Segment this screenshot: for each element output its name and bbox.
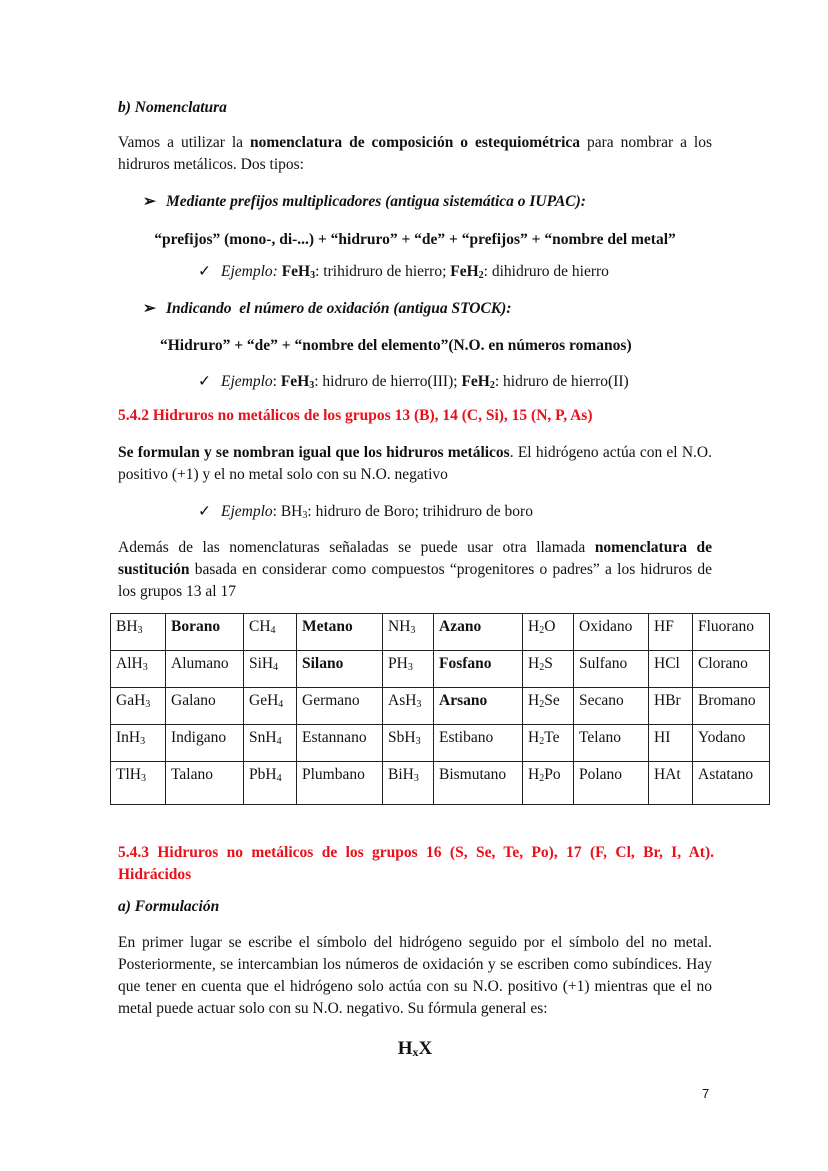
page-number: 7 <box>702 1086 710 1101</box>
formula-part: InH <box>116 729 141 746</box>
subscript: 4 <box>270 625 276 636</box>
example-label: Ejemplo: <box>221 263 278 280</box>
compound-name: Yodano <box>698 729 746 746</box>
check-icon: ✓ <box>198 503 211 520</box>
name-cell <box>166 688 244 725</box>
check-icon: ✓ <box>198 263 211 280</box>
subscript: 3 <box>407 662 413 673</box>
formula-cell <box>523 762 574 805</box>
text: : hidruro de hierro(II) <box>494 373 629 390</box>
bullet-text: Indicando el número de oxidación (antigua STOCK): <box>166 300 512 317</box>
formula-cell <box>649 614 693 651</box>
name-cell <box>574 762 649 805</box>
formula-part: HAt <box>654 766 681 783</box>
name-cell <box>693 651 770 688</box>
subscript: 3 <box>416 699 422 710</box>
formula-stock: “Hidruro” + “de” + “nombre del elemento”(N.O. en números romanos) <box>160 337 632 354</box>
formula-part: H <box>528 692 540 709</box>
formula-part: SbH <box>388 729 416 746</box>
formula-cell <box>244 725 297 762</box>
table-row <box>111 725 770 762</box>
text: : hidruro de Boro; trihidruro de boro <box>307 503 533 520</box>
name-cell <box>297 651 383 688</box>
formula-cell <box>523 614 574 651</box>
formula-cell <box>523 725 574 762</box>
name-cell <box>574 614 649 651</box>
formula-part: AsH <box>388 692 417 709</box>
compound-name: Metano <box>302 618 353 635</box>
table-row <box>111 651 770 688</box>
formula-part: CH <box>249 618 271 635</box>
subscript: 3 <box>413 773 419 784</box>
compound-name: Arsano <box>439 692 488 709</box>
subscript: 3 <box>410 625 416 636</box>
name-cell <box>166 762 244 805</box>
example-label: Ejemplo <box>221 503 273 520</box>
formula-part: H <box>528 729 540 746</box>
compound-name: Silano <box>302 655 344 672</box>
formula-x: X <box>418 1038 433 1059</box>
example-iupac <box>198 261 792 283</box>
formula-h: H <box>397 1038 413 1059</box>
compound-name: Sulfano <box>579 655 628 672</box>
subscript: 2 <box>539 699 545 710</box>
formula-cell <box>383 725 434 762</box>
text: : hidruro de hierro(III); <box>314 373 462 390</box>
formula-part: SnH <box>249 729 277 746</box>
formula-part: PH <box>388 655 408 672</box>
formula-part: TlH <box>116 766 141 783</box>
name-cell <box>434 762 523 805</box>
subscript: 2 <box>539 662 545 673</box>
hydrides-table <box>110 613 770 805</box>
bold-text: nomenclatura de sustitución <box>118 539 712 578</box>
name-cell <box>297 614 383 651</box>
name-cell <box>297 762 383 805</box>
heading-5-4-2: 5.4.2 Hidruros no metálicos de los grupos 13 (B), 14 (C, Si), 15 (N, P, As) <box>118 407 593 424</box>
name-cell <box>693 614 770 651</box>
subscript: x <box>412 1045 419 1059</box>
bullet-prefijos <box>143 191 737 213</box>
compound-name: Astatano <box>698 766 754 783</box>
formula-cell <box>523 688 574 725</box>
text: basada en considerar como compuestos “progenitores o padres” a los hidruros de los grupos 13 al 17 <box>118 561 712 600</box>
formula-part: GeH <box>249 692 279 709</box>
check-icon: ✓ <box>198 373 211 390</box>
name-cell <box>693 688 770 725</box>
name-cell <box>166 725 244 762</box>
formula: FeH <box>461 373 490 390</box>
formula-part: H <box>528 766 540 783</box>
formula-cell <box>244 688 297 725</box>
compound-name: Germano <box>302 692 360 709</box>
subscript: 3 <box>145 699 151 710</box>
name-cell <box>693 762 770 805</box>
compound-name: Galano <box>171 692 216 709</box>
paragraph-intro <box>118 132 712 176</box>
subscript: 3 <box>415 736 421 747</box>
formula-part: Te <box>544 729 560 746</box>
compound-name: Polano <box>579 766 623 783</box>
section-title-nomenclatura: b) Nomenclatura <box>118 99 227 116</box>
compound-name: Bromano <box>698 692 756 709</box>
subscript: 2 <box>489 380 495 391</box>
example-stock: ✓ Ejemplo: FeH$_3$: hidruro de hierro(III); FeH$_2$: hidruro de hierro(II) <box>198 373 629 391</box>
bullet-stock <box>143 298 737 320</box>
table-row <box>111 762 770 805</box>
formula-cell <box>244 614 297 651</box>
name-cell <box>166 651 244 688</box>
formula-cell <box>383 614 434 651</box>
paragraph-formulan <box>118 442 712 486</box>
formula: FeH <box>280 373 310 390</box>
name-cell <box>434 651 523 688</box>
bold-text: Se formulan y se nombran igual que los hidruros metálicos <box>118 444 510 461</box>
formula-cell <box>111 688 166 725</box>
name-cell <box>297 725 383 762</box>
name-cell <box>434 725 523 762</box>
formula-part: HBr <box>654 692 681 709</box>
subscript: 4 <box>276 773 282 784</box>
formula-cell <box>649 651 693 688</box>
formula-cell <box>111 762 166 805</box>
subscript: 3 <box>309 380 315 391</box>
formula-part: HF <box>654 618 674 635</box>
paragraph-sustitucion <box>118 537 712 603</box>
formula-part: AlH <box>116 655 143 672</box>
formula: FeH <box>450 263 479 280</box>
table-row <box>111 614 770 651</box>
subscript: 3 <box>302 510 308 521</box>
subscript: 3 <box>137 625 143 636</box>
general-formula <box>118 1038 712 1060</box>
name-cell <box>434 688 523 725</box>
formula-part: BH <box>116 618 138 635</box>
subscript: 4 <box>276 736 282 747</box>
formula-cell <box>649 688 693 725</box>
example-boro: ✓ Ejemplo: $BH_3$: hidruro de Boro; trihidruro de boro <box>198 503 533 521</box>
name-cell <box>574 651 649 688</box>
subscript: 3 <box>140 773 146 784</box>
formula-part: BiH <box>388 766 414 783</box>
formula-part: Po <box>544 766 561 783</box>
subscript: 3 <box>140 736 146 747</box>
formula-cell <box>383 762 434 805</box>
formula-part: NH <box>388 618 411 635</box>
formula-part: O <box>544 618 556 635</box>
paragraph-formulacion: En primer lugar se escribe el símbolo del hidrógeno seguido por el símbolo del no metal. Posteriormente, se intercambian los números de oxidación y se escriben como subíndices. Hay que tener en cuenta que el hidrógeno solo actúa con su N.O. positivo (+1) mientras que el no metal puede actuar solo con su N.O. negativo. Su fórmula general es: <box>118 934 712 1017</box>
formula-cell <box>383 688 434 725</box>
subscript: 3 <box>142 662 148 673</box>
formula-part: S <box>544 655 553 672</box>
formula-cell <box>244 762 297 805</box>
compound-name: Azano <box>439 618 482 635</box>
formula-part: HI <box>654 729 671 746</box>
example-label: Ejemplo <box>221 373 273 390</box>
table-row <box>111 688 770 725</box>
compound-name: Estannano <box>302 729 367 746</box>
formula-part: H <box>528 655 540 672</box>
arrow-bullet-icon: ➢ <box>143 193 156 210</box>
name-cell <box>574 725 649 762</box>
compound-name: Oxidano <box>579 618 633 635</box>
formula-cell <box>244 651 297 688</box>
subscript: 2 <box>539 773 545 784</box>
subscript: 2 <box>539 625 545 636</box>
formula-part: GaH <box>116 692 146 709</box>
compound-name: Indigano <box>171 729 227 746</box>
formula-part: PbH <box>249 766 277 783</box>
text: Además de las nomenclaturas señaladas se puede usar otra llamada <box>118 539 595 556</box>
compound-name: Clorano <box>698 655 748 672</box>
formula: FeH <box>281 263 311 280</box>
compound-name: Secano <box>579 692 624 709</box>
name-cell <box>297 688 383 725</box>
name-cell <box>166 614 244 651</box>
text: : trihidruro de hierro; <box>315 263 451 280</box>
name-cell <box>434 614 523 651</box>
text: . El hidrógeno actúa con el N.O. positivo (+1) y el no metal solo con su N.O. negativo <box>118 444 712 483</box>
bold-text: nomenclatura de composición o estequiométrica <box>249 134 581 151</box>
subscript: 4 <box>273 662 279 673</box>
text: : dihidruro de hierro <box>483 263 609 280</box>
formula-part: SiH <box>249 655 274 672</box>
compound-name: Talano <box>171 766 213 783</box>
formula-cell <box>649 762 693 805</box>
formula-part: HCl <box>654 655 680 672</box>
subscript: 2 <box>478 270 484 281</box>
text: Vamos a utilizar la <box>118 134 250 151</box>
formula-iupac: “prefijos” (mono-, di-...) + “hidruro” + “de” + “prefijos” + “nombre del metal” <box>154 231 676 248</box>
section-title-formulacion: a) Formulación <box>118 898 220 915</box>
compound-name: Borano <box>171 618 221 635</box>
compound-name: Alumano <box>171 655 229 672</box>
compound-name: Telano <box>579 729 621 746</box>
text: para nombrar a los hidruros metálicos. Dos tipos: <box>118 134 712 173</box>
formula: BH <box>280 503 303 520</box>
subscript: 3 <box>310 270 316 281</box>
subscript: 2 <box>539 736 545 747</box>
compound-name: Fosfano <box>439 655 492 672</box>
name-cell <box>574 688 649 725</box>
subscript: 4 <box>278 699 284 710</box>
compound-name: Fluorano <box>698 618 754 635</box>
compound-name: Estibano <box>439 729 494 746</box>
compound-name: Bismutano <box>439 766 507 783</box>
arrow-bullet-icon: ➢ <box>143 300 156 317</box>
name-cell <box>693 725 770 762</box>
formula-cell <box>649 725 693 762</box>
formula-cell <box>111 614 166 651</box>
formula-cell <box>111 725 166 762</box>
bullet-text: Mediante prefijos multiplicadores (antigua sistemática o IUPAC): <box>166 193 586 210</box>
formula-part: H <box>528 618 540 635</box>
compound-name: Plumbano <box>302 766 365 783</box>
formula-cell <box>383 651 434 688</box>
heading-5-4-3: 5.4.3 Hidruros no metálicos de los grupos 16 (S, Se, Te, Po), 17 (F, Cl, Br, I, At). Hidrácidos <box>118 844 714 883</box>
formula-part: Se <box>544 692 560 709</box>
formula-cell <box>523 651 574 688</box>
formula-cell <box>111 651 166 688</box>
